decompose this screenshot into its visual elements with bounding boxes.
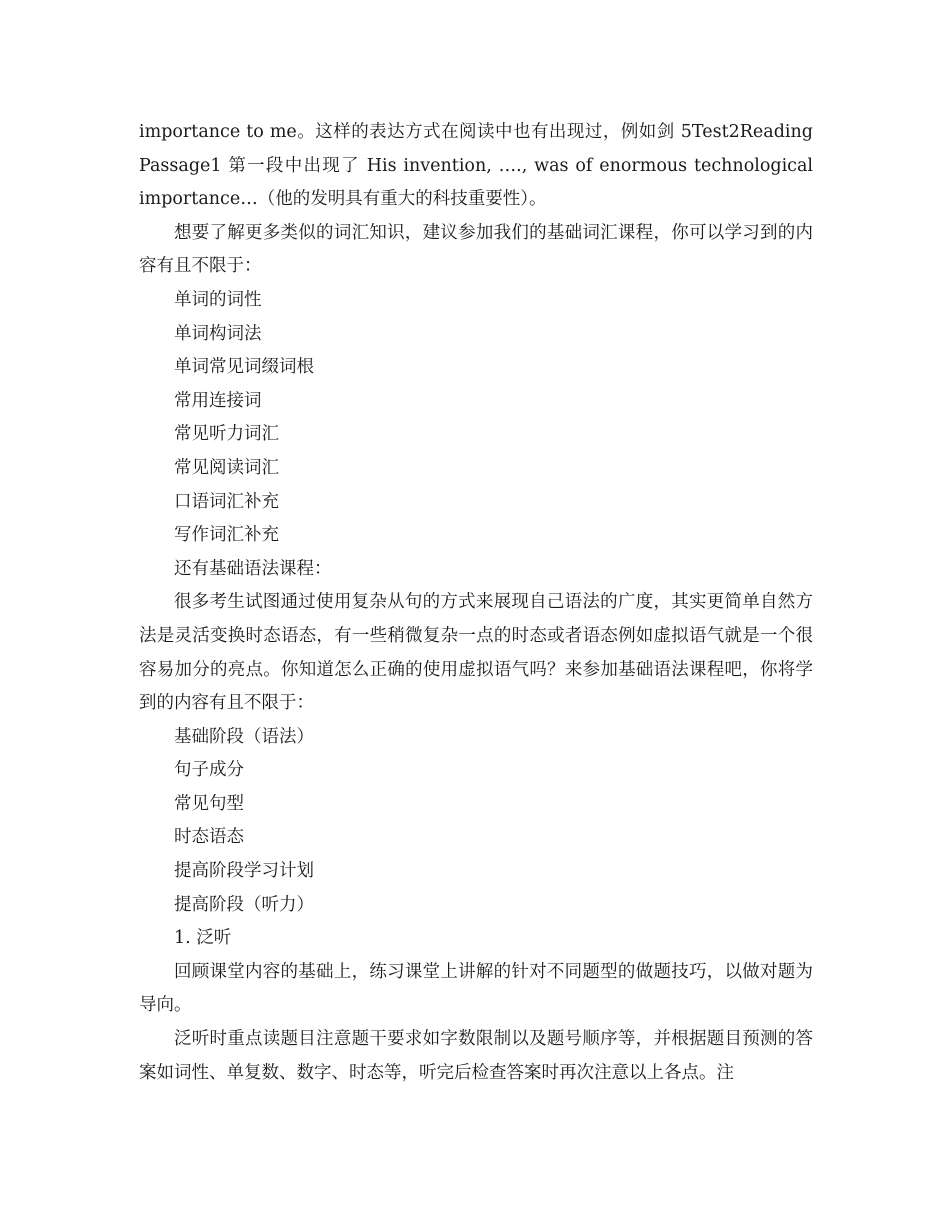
paragraph-intro-continued: importance to me。这样的表达方式在阅读中也有出现过，例如剑 5Test2Reading Passage1 第一段中出现了 His invention, …., was of enormous technological importance…（他的发明具有重大的科技重要性）。 (139, 122, 813, 210)
list-item: 1. 泛听 (174, 928, 232, 949)
list-item: 常用连接词 (174, 390, 262, 411)
list-item: 单词的词性 (174, 289, 262, 310)
document-body (139, 116, 813, 1090)
list-item: 提高阶段学习计划 (174, 861, 314, 882)
list-item: 常见句型 (174, 793, 244, 814)
list-item: 口语词汇补充 (174, 491, 279, 512)
list-item: 提高阶段（听力） (174, 894, 314, 915)
list-item: 常见听力词汇 (174, 424, 279, 445)
paragraph-extensive-listening: 回顾课堂内容的基础上，练习课堂上讲解的针对不同题型的做题技巧，以做对题为导向。 (139, 961, 813, 1016)
grammar-course-list (139, 721, 813, 956)
list-item: 单词构词法 (174, 323, 262, 344)
paragraph-listening-tips: 泛听时重点读题目注意题干要求如字数限制以及题号顺序等，并根据题目预测的答案如词性、单复数、数字、时态等，听完后检查答案时再次注意以上各点。注 (139, 1029, 813, 1083)
paragraph-vocab-course: 想要了解更多类似的词汇知识，建议参加我们的基础词汇课程，你可以学习到的内容有且不限于： (139, 222, 813, 277)
list-item: 常见阅读词汇 (174, 457, 279, 478)
list-item: 写作词汇补充 (174, 525, 279, 546)
list-item: 基础阶段（语法） (174, 726, 314, 747)
vocab-course-list (139, 284, 813, 586)
list-item: 单词常见词缀词根 (174, 357, 314, 378)
paragraph-grammar-course: 很多考生试图通过使用复杂从句的方式来展现自己语法的广度，其实更简单自然方法是灵活变换时态语态，有一些稍微复杂一点的时态或者语态例如虚拟语气就是一个很容易加分的亮点。你知道怎么正确的使用虚拟语气吗？来参加基础语法课程吧，你将学到的内容有且不限于： (139, 592, 813, 714)
list-item: 还有基础语法课程： (174, 558, 332, 579)
list-item: 时态语态 (174, 827, 244, 848)
list-item: 句子成分 (174, 760, 244, 781)
